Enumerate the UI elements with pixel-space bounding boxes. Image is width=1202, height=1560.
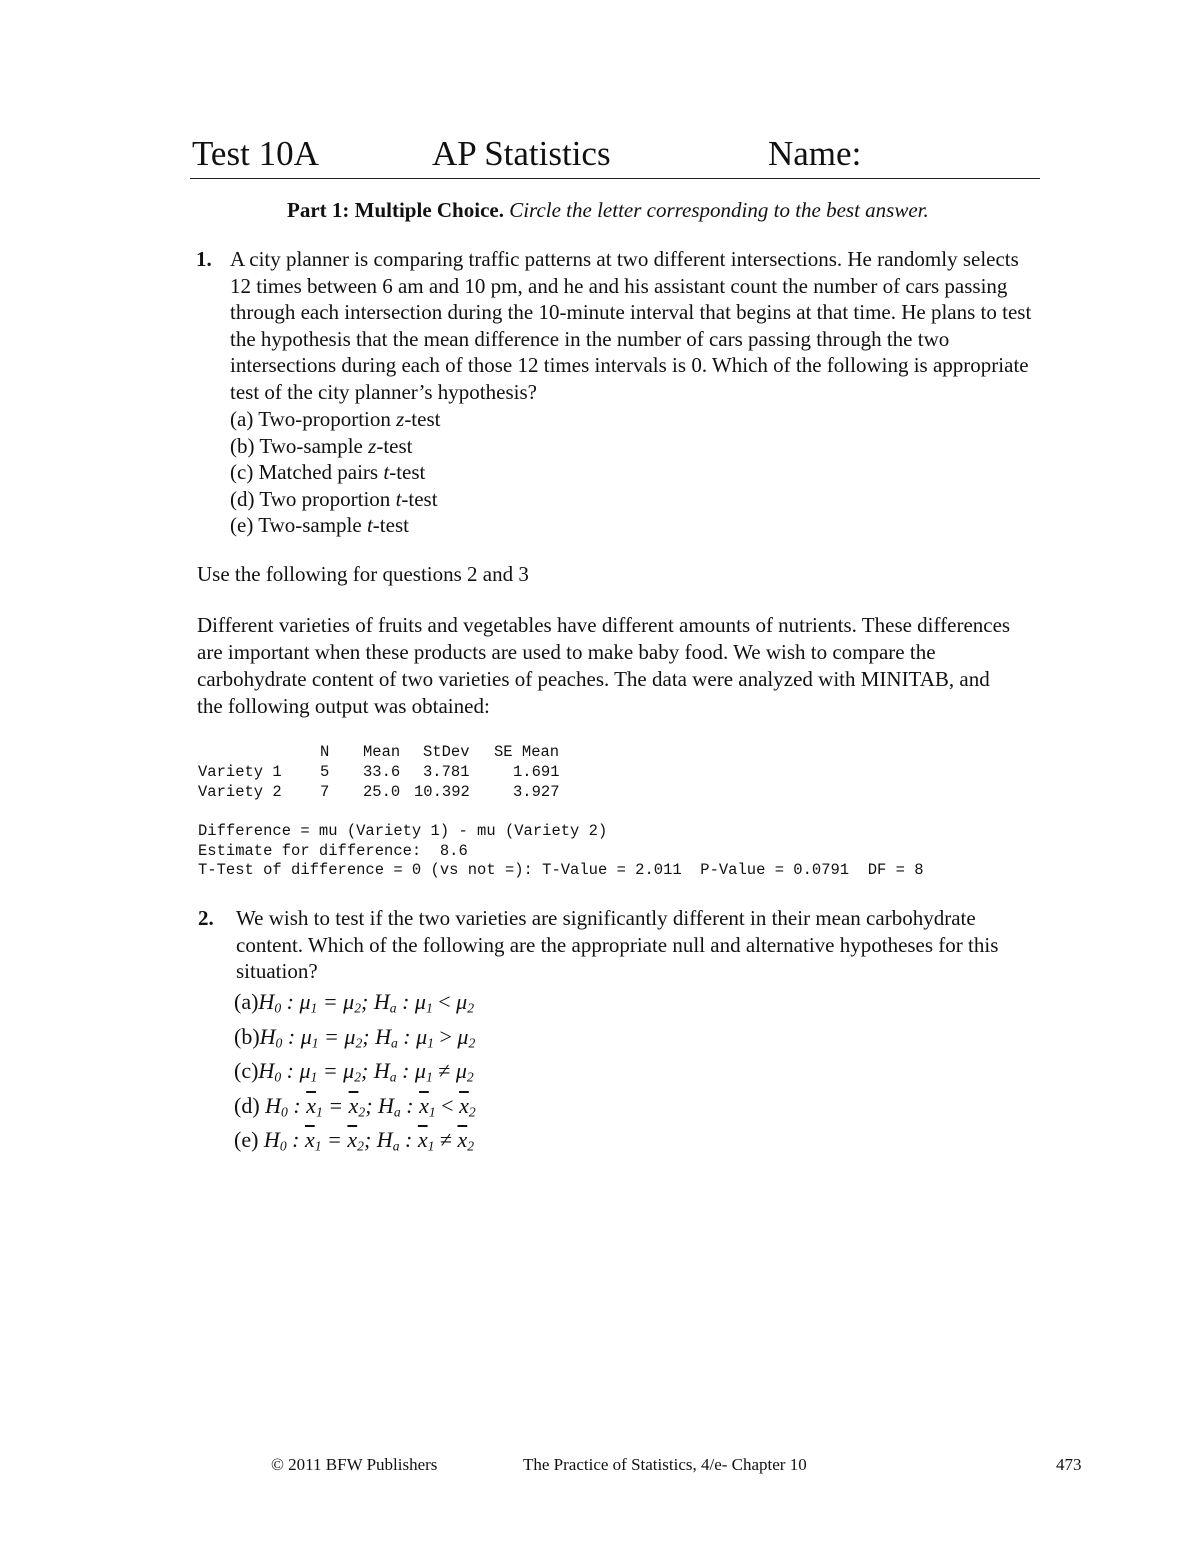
answer-options [230,406,440,539]
answer-option-d[interactable]: (d) Two proportion t-test [230,486,438,511]
answer-option-e[interactable]: (e) $H_0$ : $\overline{x}_1 = \overline{x}_2$; $H_a$ : $\overline{x}_1 \ne \overline{x}_2$ [234,1127,475,1154]
answer-option-a[interactable]: (a) Two-proportion z-test [230,407,441,431]
minitab-row: Variety 1 5 33.6 3.781 1.691 [198,763,560,781]
part-heading [287,198,929,223]
passage-line: are important when these products are used to make baby food. We wish to compare the [197,640,936,664]
minitab-col-mean: Mean [363,743,401,761]
part-instruction: Circle the letter corresponding to the best answer. [509,198,929,222]
question-number: 1. [196,247,212,271]
question-2 [198,905,1098,1175]
answer-option-c[interactable]: (c) Matched pairs t-test [230,460,426,484]
question-line: through each intersection during the 10-minute interval that begins at that time. He plans to test [230,300,1032,324]
question-line: test of the city planner’s hypothesis? [230,379,537,404]
question-line: A city planner is comparing traffic patterns at two different intersections. He randomly selects [230,247,1019,271]
answer-option-b[interactable]: (b) Two-sample z-test [230,433,413,458]
part-label: Part 1: [287,198,350,222]
minitab-col-semean: SE Mean [494,743,560,761]
answer-option-e[interactable]: (e) Two-sample t-test [230,513,409,537]
minitab-header-row [198,743,560,763]
question-line: content. Which of the following are the appropriate null and alternative hypotheses for this [236,932,999,957]
question-1 [196,246,1096,546]
answer-option-b[interactable]: $(b)H_0$ : $\mu_1 = \mu_2$; $H_a$ : $\mu_1 > \mu_2$ [234,1023,476,1050]
minitab-col-stdev: StDev [423,743,470,761]
test-title: Test 10A [192,134,319,173]
answer-option-a[interactable]: $(a)H_0$ : $\mu_1 = \mu_2$; $H_a$ : $\mu_1 < \mu_2$ [234,989,475,1016]
name-label: Name: [768,134,862,173]
course-title: AP Statistics [432,134,611,173]
test-header [190,132,1040,179]
passage-line: carbohydrate content of two varieties of peaches. The data were analyzed with MINITAB, and [197,667,990,691]
answer-options [234,989,476,1162]
shared-prompt: Use the following for questions 2 and 3 [197,562,529,586]
question-text [230,246,1090,405]
question-line: intersections during each of those 12 times intervals is 0. Which of the following is appropriate [230,353,1029,377]
footer-copyright: © 2011 BFW Publishers [271,1455,438,1474]
question-number: 2. [198,906,214,930]
passage-line: the following output was obtained: [197,694,490,718]
question-line: the hypothesis that the mean difference in the number of cars passing through the two [230,326,950,351]
answer-option-c[interactable]: $(c)H_0$ : $\mu_1 = \mu_2$; $H_a$ : $\mu_1 \ne \mu_2$ [234,1058,474,1085]
passage-line: Different varieties of fruits and vegetables have different amounts of nutrients. These differences [197,613,1011,637]
minitab-difference-line: Difference = mu (Variety 1) - mu (Variety 2) [198,822,608,840]
part-title: Multiple Choice. [354,198,504,222]
question-line: We wish to test if the two varieties are significantly different in their mean carbohydrate [236,906,976,930]
minitab-ttest-line: T-Test of difference = 0 (vs not =): T-Value = 2.011 P-Value = 0.0791 DF = 8 [198,861,924,879]
minitab-row: Variety 2 7 25.0 10.392 3.927 [198,783,560,801]
passage [197,612,1077,720]
footer-book-title: The Practice of Statistics, 4/e- Chapter 10 [523,1455,807,1474]
question-line: 12 times between 6 am and 10 pm, and he and his assistant count the number of cars passing [230,273,1008,298]
question-text [236,905,1096,985]
page-number: 473 [1056,1455,1082,1474]
minitab-estimate-line: Estimate for difference: 8.6 [198,842,468,860]
minitab-col-n: N [320,743,330,761]
question-line: situation? [236,959,318,983]
answer-option-d[interactable]: (d) $H_0$ : $\overline{x}_1 = \overline{x}_2$; $H_a$ : $\overline{x}_1 < \overline{x}_2$ [234,1092,476,1119]
